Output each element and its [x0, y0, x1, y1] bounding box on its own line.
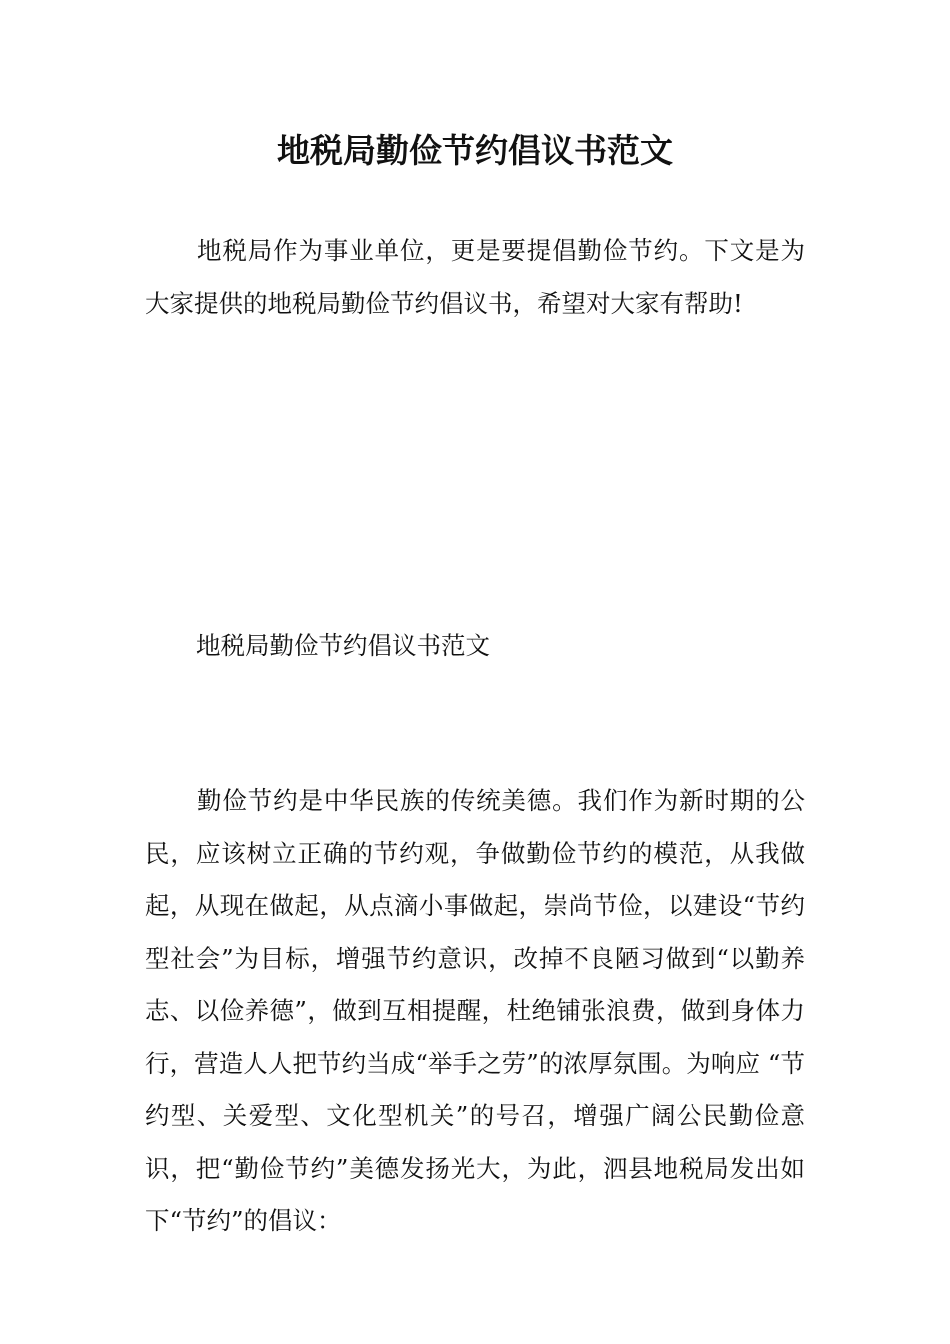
body-paragraph: 勤俭节约是中华民族的传统美德。我们作为新时期的公民，应该树立正确的节约观，争做勤俭节约的模范，从我做起，从现在做起，从点滴小事做起，崇尚节俭，以建设“节约型社会”为目标，增强节约意识，改掉不良陋习做到“以勤养志、以俭养德”，做到互相提醒，杜绝铺张浪费，做到身体力行，营造人人把节约当成“举手之劳”的浓厚氛围。为响应 “节约型、关爱型、文化型机关”的号召，增强广阔公民勤俭意识，把“勤俭节约”美德发扬光大，为此，泗县地税局发出如下“节约”的倡议： [145, 786, 805, 1235]
document-title: 地税局勤俭节约倡议书范文 [277, 131, 673, 170]
section-heading: 地税局勤俭节约倡议书范文 [196, 631, 490, 660]
intro-paragraph: 地税局作为事业单位，更是要提倡勤俭节约。下文是为大家提供的地税局勤俭节约倡议书，希望对大家有帮助! [145, 236, 805, 318]
